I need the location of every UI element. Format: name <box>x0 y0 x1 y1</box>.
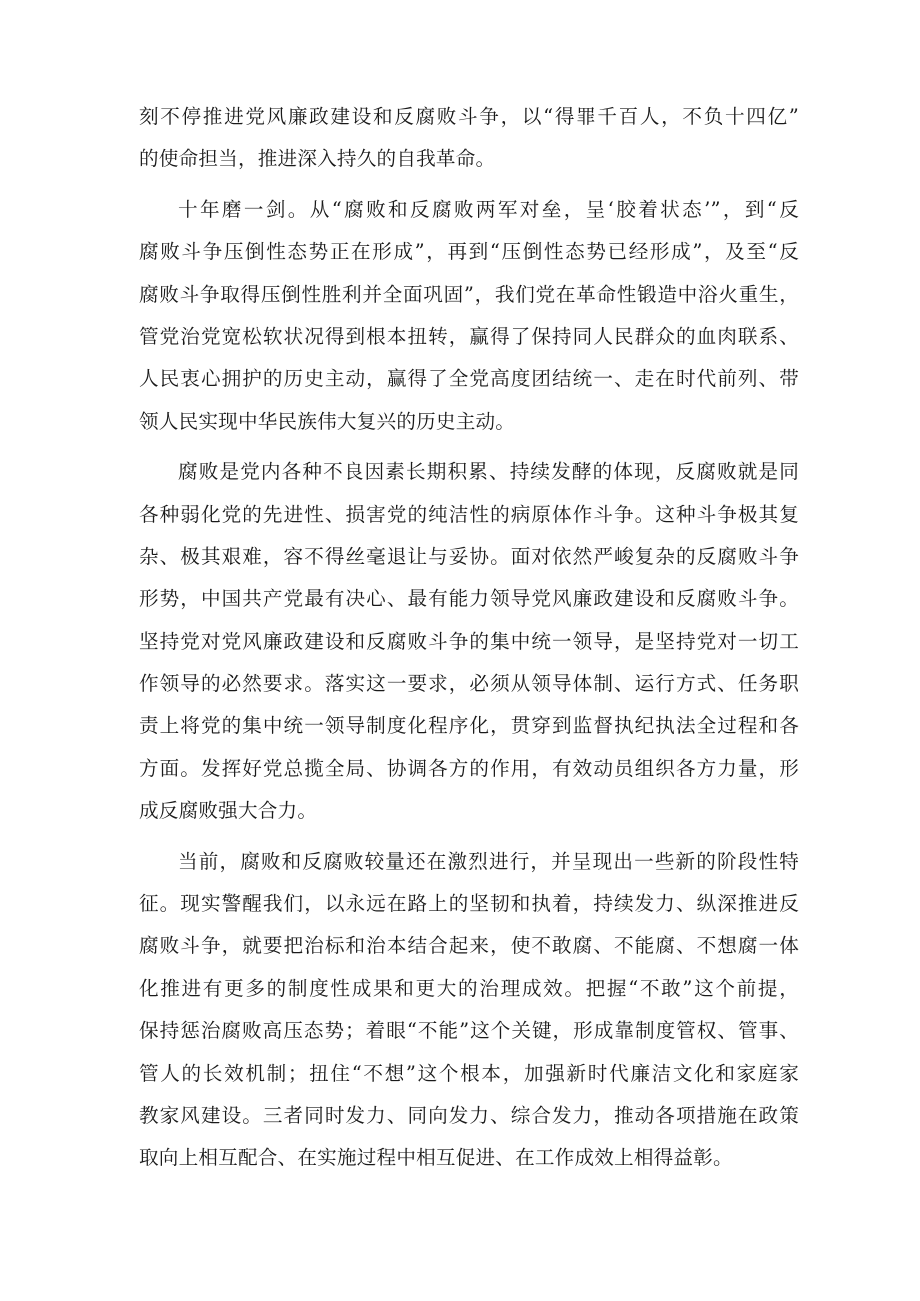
paragraph-1 <box>139 96 799 181</box>
text-line: 十年磨一剑。从“腐败和反腐败两军对垒，呈‘胶着状态’”，到“反 <box>178 197 799 221</box>
paragraph-4 <box>139 841 799 1180</box>
text-line: 教家风建设。三者同时发力、同向发力、综合发力，推动各项措施在政策 <box>139 1103 799 1127</box>
text-line: 的使命担当，推进深入持久的自我革命。 <box>139 147 496 171</box>
text-line: 腐败斗争压倒性态势正在形成”，再到“压倒性态势已经形成”，及至“反 <box>139 240 799 264</box>
text-line: 腐败是党内各种不良因素长期积累、持续发酵的体现，反腐败就是同 <box>178 460 799 484</box>
text-line: 人民衷心拥护的历史主动，赢得了全党高度团结统一、走在时代前列、带 <box>139 367 799 391</box>
text-line: 作领导的必然要求。落实这一要求，必须从领导体制、运行方式、任务职 <box>139 672 799 696</box>
text-line: 管党治党宽松软状况得到根本扭转，赢得了保持同人民群众的血肉联系、 <box>139 324 799 348</box>
text-line: 腐败斗争取得压倒性胜利并全面巩固”，我们党在革命性锻造中浴火重生， <box>139 282 799 306</box>
text-line: 征。现实警醒我们，以永远在路上的坚韧和执着，持续发力、纵深推进反 <box>139 892 799 916</box>
text-line: 形势，中国共产党最有决心、最有能力领导党风廉政建设和反腐败斗争。 <box>139 587 799 611</box>
text-line: 保持惩治腐败高压态势；着眼“不能”这个关键，形成靠制度管权、管事、 <box>139 1019 799 1043</box>
paragraph-gap <box>139 181 799 189</box>
text-line: 杂、极其艰难，容不得丝毫退让与妥协。面对依然严峻复杂的反腐败斗争 <box>139 544 799 568</box>
text-line: 取向上相互配合、在实施过程中相互促进、在工作成效上相得益彰。 <box>139 1146 733 1170</box>
text-line: 当前，腐败和反腐败较量还在激烈进行，并呈现出一些新的阶段性特 <box>178 849 799 873</box>
text-line: 各种弱化党的先进性、损害党的纯洁性的病原体作斗争。这种斗争极其复 <box>139 502 799 526</box>
paragraph-gap <box>139 443 799 451</box>
text-line: 管人的长效机制；扭住“不想”这个根本，加强新时代廉洁文化和家庭家 <box>139 1061 799 1085</box>
text-line: 刻不停推进党风廉政建设和反腐败斗争，以“得罪千百人，不负十四亿” <box>139 105 799 128</box>
text-line: 方面。发挥好党总揽全局、协调各方的作用，有效动员组织各方力量，形 <box>139 756 799 780</box>
text-line: 坚持党对党风廉政建设和反腐败斗争的集中统一领导，是坚持党对一切工 <box>139 629 799 653</box>
paragraph-gap <box>139 833 799 841</box>
paragraph-2 <box>139 189 799 443</box>
text-line: 化推进有更多的制度性成果和更大的治理成效。把握“不敢”这个前提， <box>139 976 799 1000</box>
text-line: 领人民实现中华民族伟大复兴的历史主动。 <box>139 409 516 433</box>
article-body <box>139 96 799 1180</box>
paragraph-3 <box>139 451 799 833</box>
text-line: 成反腐败强大合力。 <box>139 799 318 823</box>
text-line: 腐败斗争，就要把治标和治本结合起来，使不敢腐、不能腐、不想腐一体 <box>139 934 799 958</box>
text-line: 责上将党的集中统一领导制度化程序化，贯穿到监督执纪执法全过程和各 <box>139 714 799 738</box>
